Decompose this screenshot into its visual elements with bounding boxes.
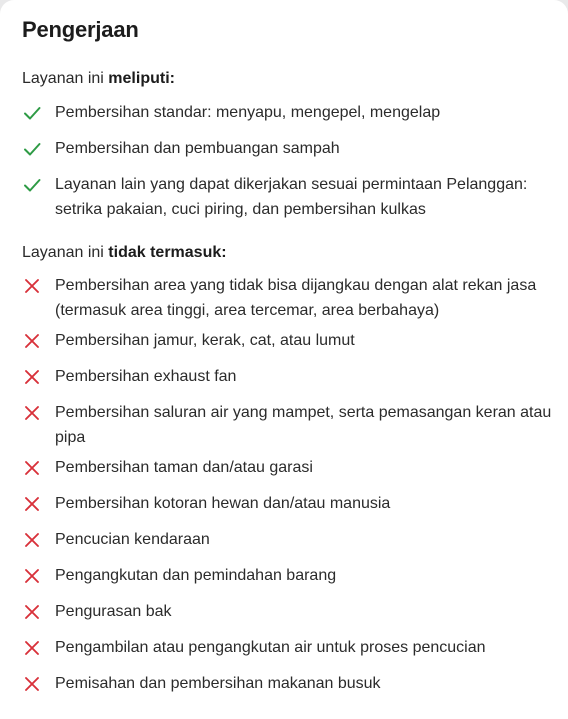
excluded-heading-bold: tidak termasuk:	[108, 244, 227, 261]
included-item	[22, 102, 552, 125]
excluded-item	[22, 457, 552, 480]
excluded-item-text: Pengambilan atau pengangkutan air untuk proses pencucian	[55, 639, 486, 656]
page-title: Pengerjaan	[22, 17, 139, 42]
excluded-item	[22, 366, 552, 389]
cross-icon	[22, 494, 42, 514]
cross-icon	[22, 458, 42, 478]
included-item-text: Pembersihan dan pembuangan sampah	[55, 140, 340, 157]
included-heading-prefix: Layanan ini	[22, 70, 109, 87]
excluded-heading-prefix: Layanan ini	[22, 244, 109, 261]
included-item	[22, 174, 552, 222]
excluded-item	[22, 637, 552, 660]
excluded-item-text: Pembersihan kotoran hewan dan/atau manusia	[55, 495, 391, 512]
cross-icon	[22, 331, 42, 351]
included-item-text: Layanan lain yang dapat dikerjakan sesuai permintaan Pelanggan: setrika pakaian, cuci piring, dan pembersihan kulkas	[55, 176, 528, 218]
excluded-item	[22, 275, 552, 323]
excluded-item	[22, 330, 552, 353]
excluded-item	[22, 565, 552, 588]
cross-icon	[22, 367, 42, 387]
excluded-item-text: Pemisahan dan pembersihan makanan busuk	[55, 675, 381, 692]
excluded-item-text: Pembersihan exhaust fan	[55, 368, 237, 385]
cross-icon	[22, 403, 42, 423]
cross-icon	[22, 674, 42, 694]
check-icon	[22, 103, 42, 123]
excluded-item-text: Pembersihan saluran air yang mampet, serta pemasangan keran atau pipa	[55, 404, 552, 446]
cross-icon	[22, 638, 42, 658]
check-icon	[22, 139, 42, 159]
excluded-item-text: Pembersihan taman dan/atau garasi	[55, 459, 313, 476]
included-item	[22, 138, 552, 161]
included-heading	[22, 70, 175, 88]
included-heading-bold: meliputi:	[108, 70, 175, 87]
cross-icon	[22, 276, 42, 296]
excluded-heading	[22, 244, 227, 262]
excluded-item	[22, 529, 552, 552]
excluded-item-text: Pembersihan area yang tidak bisa dijangkau dengan alat rekan jasa (termasuk area tinggi, area tercemar, area berbahaya)	[55, 277, 537, 319]
excluded-item-text: Pencucian kendaraan	[55, 531, 210, 548]
included-item-text: Pembersihan standar: menyapu, mengepel, mengelap	[55, 104, 441, 121]
check-icon	[22, 175, 42, 195]
excluded-item	[22, 601, 552, 624]
excluded-item-text: Pengurasan bak	[55, 603, 172, 620]
excluded-item	[22, 673, 552, 696]
cross-icon	[22, 566, 42, 586]
excluded-item	[22, 493, 552, 516]
cross-icon	[22, 602, 42, 622]
cross-icon	[22, 530, 42, 550]
excluded-item-text: Pengangkutan dan pemindahan barang	[55, 567, 337, 584]
excluded-item-text: Pembersihan jamur, kerak, cat, atau lumut	[55, 332, 355, 349]
excluded-item	[22, 402, 552, 450]
